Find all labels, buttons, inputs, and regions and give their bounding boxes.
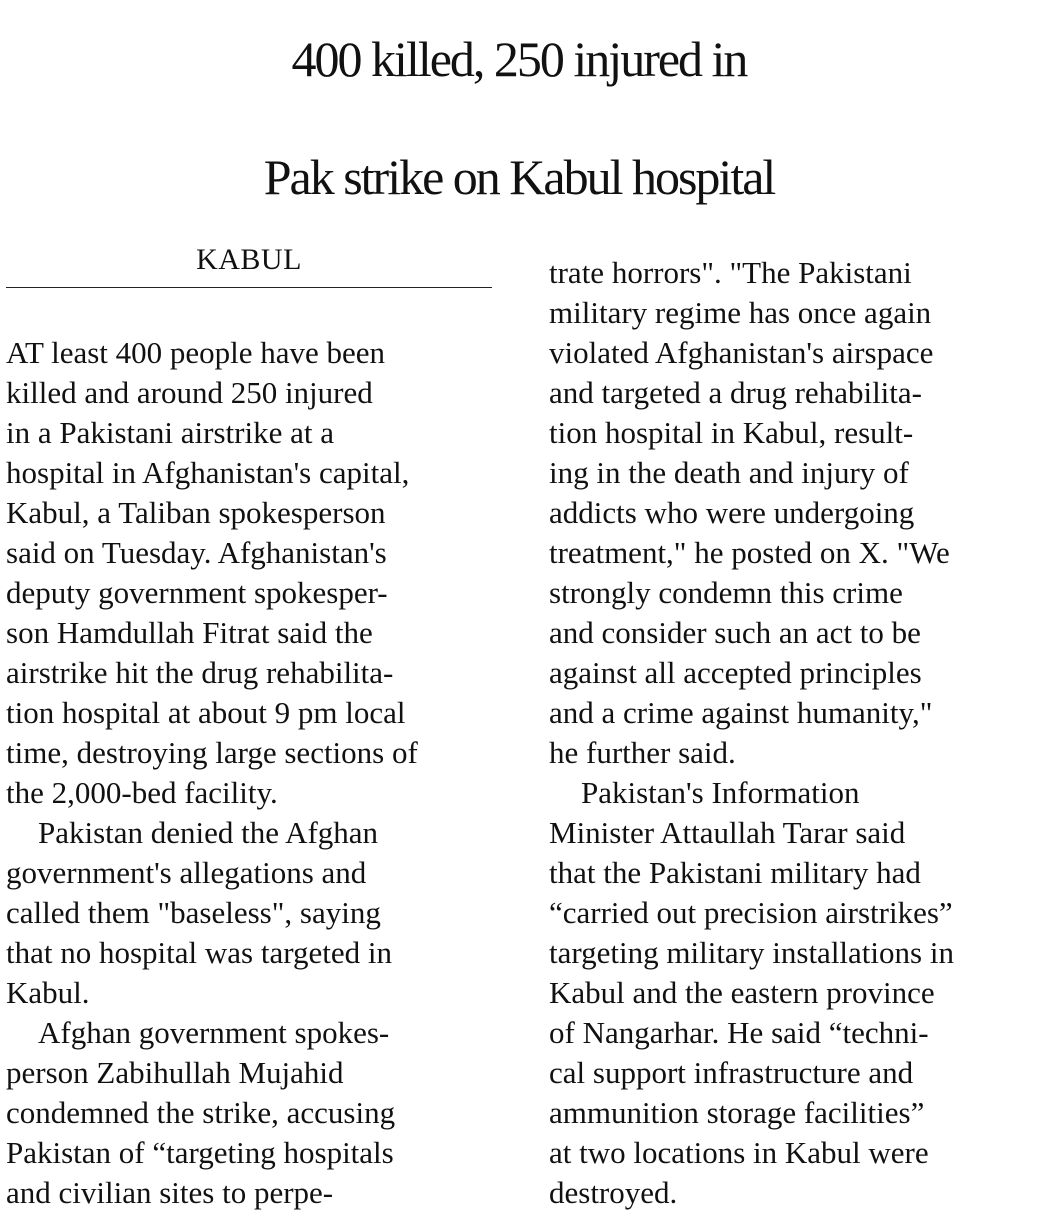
article-column-left	[6, 333, 506, 1213]
text-line: called them "baseless", saying	[6, 895, 381, 930]
text-line: Pakistan's Information	[581, 775, 860, 810]
text-line: trate horrors". "The Pakistani	[549, 255, 912, 290]
headline-line: 400 killed, 250 injured in	[291, 31, 747, 87]
text-line: and civilian sites to perpe-	[6, 1175, 334, 1210]
text-line: the 2,000-bed facility.	[6, 775, 278, 810]
text-line: tion hospital in Kabul, result-	[549, 415, 914, 450]
dateline: KABUL	[196, 243, 302, 276]
headline	[0, 0, 1038, 236]
text-line: targeting military installations in	[549, 935, 954, 970]
text-line: that the Pakistani military had	[549, 855, 921, 890]
text-line: and consider such an act to be	[549, 615, 921, 650]
text-line: government's allegations and	[6, 855, 367, 890]
text-line: AT least 400 people have been	[6, 335, 386, 370]
text-line: and a crime against humanity,"	[549, 695, 933, 730]
text-line: cal support infrastructure and	[549, 1055, 914, 1090]
text-line: at two locations in Kabul were	[549, 1135, 929, 1170]
text-line: ing in the death and injury of	[549, 455, 909, 490]
text-line: killed and around 250 injured	[6, 375, 373, 410]
text-line: Kabul, a Taliban spokesperson	[6, 495, 386, 530]
text-line: time, destroying large sections of	[6, 735, 418, 770]
dateline-rule	[6, 287, 492, 288]
text-line: destroyed.	[549, 1175, 678, 1210]
text-line: of Nangarhar. He said “techni-	[549, 1015, 929, 1050]
text-line: and targeted a drug rehabilita-	[549, 375, 922, 410]
text-line: airstrike hit the drug rehabilita-	[6, 655, 394, 690]
text-line: military regime has once again	[549, 295, 932, 330]
text-line: that no hospital was targeted in	[6, 935, 392, 970]
text-line: violated Afghanistan's airspace	[549, 335, 934, 370]
text-line: person Zabihullah Mujahid	[6, 1055, 344, 1090]
text-line: Kabul and the eastern province	[549, 975, 935, 1010]
text-line: son Hamdullah Fitrat said the	[6, 615, 373, 650]
article-column-right	[549, 253, 1038, 1213]
text-line: Kabul.	[6, 975, 90, 1010]
text-line: treatment," he posted on X. "We	[549, 535, 950, 570]
text-line: against all accepted principles	[549, 655, 922, 690]
text-line: Pakistan denied the Afghan	[38, 815, 379, 850]
text-line: said on Tuesday. Afghanistan's	[6, 535, 387, 570]
text-line: tion hospital at about 9 pm local	[6, 695, 406, 730]
text-line: hospital in Afghanistan's capital,	[6, 455, 410, 490]
text-line: in a Pakistani airstrike at a	[6, 415, 334, 450]
text-line: deputy government spokesper-	[6, 575, 388, 610]
text-line: ammunition storage facilities”	[549, 1095, 925, 1130]
text-line: Minister Attaullah Tarar said	[549, 815, 906, 850]
text-line: he further said.	[549, 735, 736, 770]
text-line: strongly condemn this crime	[549, 575, 903, 610]
headline-line: Pak strike on Kabul hospital	[263, 149, 775, 205]
text-line: Pakistan of “targeting hospitals	[6, 1135, 394, 1170]
text-line: “carried out precision airstrikes”	[549, 895, 953, 930]
text-line: addicts who were undergoing	[549, 495, 915, 530]
text-line: condemned the strike, accusing	[6, 1095, 396, 1130]
text-line: Afghan government spokes-	[38, 1015, 390, 1050]
